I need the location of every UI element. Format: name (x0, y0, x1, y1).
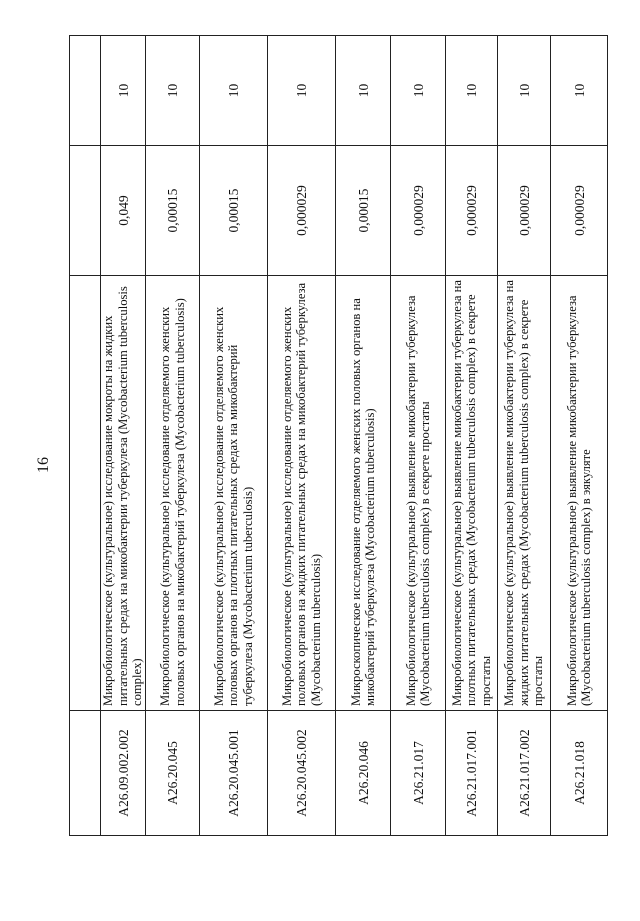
service-code: A26.20.045.001 (200, 711, 268, 836)
multiplicity-value: 10 (446, 36, 498, 146)
service-name: Микробиологическое (культуральное) выявление микобактерии туберкулеза (Mycobacterium tuberculosis complex) в секрете простаты (391, 276, 446, 711)
table-row (498, 36, 551, 836)
frequency-value: 0,000029 (446, 146, 498, 276)
table-row (391, 36, 446, 836)
table-row (336, 36, 391, 836)
table-row (551, 36, 608, 836)
table-row (200, 36, 268, 836)
service-name: Микробиологическое (культуральное) выявление микобактерии туберкулеза на плотных питательных средах (Mycobacterium tuberculosis complex) в секрете простаты (446, 276, 498, 711)
multiplicity-value: 10 (200, 36, 268, 146)
table-row (146, 36, 200, 836)
service-name: Микробиологическое (культуральное) исследование отделяемого женских половых органов на жидких питательных средах на микобактерий туберкулеза (Mycobacterium tuberculosis) (268, 276, 336, 711)
service-name: Микробиологическое (культуральное) выявление микобактерии туберкулеза (Mycobacterium tuberculosis complex) в эякуляте (551, 276, 608, 711)
frequency-value: 0,000029 (551, 146, 608, 276)
services-table-container (69, 36, 607, 836)
service-code: A26.21.017.001 (446, 711, 498, 836)
frequency-value: 0,049 (101, 146, 146, 276)
table-cell-empty (70, 146, 101, 276)
table-row (101, 36, 146, 836)
service-code: A26.20.046 (336, 711, 391, 836)
service-code: A26.20.045.002 (268, 711, 336, 836)
service-code: A26.21.017.002 (498, 711, 551, 836)
frequency-value: 0,00015 (200, 146, 268, 276)
table-row (446, 36, 498, 836)
multiplicity-value: 10 (551, 36, 608, 146)
multiplicity-value: 10 (268, 36, 336, 146)
multiplicity-value: 10 (391, 36, 446, 146)
table-row (268, 36, 336, 836)
frequency-value: 0,000029 (268, 146, 336, 276)
multiplicity-value: 10 (336, 36, 391, 146)
service-code: A26.21.018 (551, 711, 608, 836)
service-name: Микробиологическое (культуральное) исследование отделяемого женских половых органов на плотных питательных средах на микобактерий туберкулеза (Mycobacterium tuberculosis) (200, 276, 268, 711)
table-cell-empty (70, 711, 101, 836)
services-table (69, 35, 608, 836)
frequency-value: 0,000029 (391, 146, 446, 276)
service-name: Микробиологическое (культуральное) исследование мокроты на жидких питательных средах на микобактерии туберкулеза (Mycobacterium tuberculosis complex) (101, 276, 146, 711)
multiplicity-value: 10 (101, 36, 146, 146)
page-number: 16 (35, 457, 52, 473)
service-code: A26.21.017 (391, 711, 446, 836)
table-row-continuation (70, 36, 101, 836)
service-code: A26.20.045 (146, 711, 200, 836)
multiplicity-value: 10 (498, 36, 551, 146)
service-name: Микробиологическое (культуральное) исследование отделяемого женских половых органов на микобактерий туберкулеза (Mycobacterium tuberculosis) (146, 276, 200, 711)
table-cell-empty (70, 276, 101, 711)
table-cell-empty (70, 36, 101, 146)
service-name: Микробиологическое (культуральное) выявление микобактерии туберкулеза на жидких питательных средах (Mycobacterium tuberculosis complex) в секрете простаты (498, 276, 551, 711)
multiplicity-value: 10 (146, 36, 200, 146)
frequency-value: 0,000029 (498, 146, 551, 276)
frequency-value: 0,00015 (336, 146, 391, 276)
service-code: A26.09.002.002 (101, 711, 146, 836)
frequency-value: 0,00015 (146, 146, 200, 276)
service-name: Микроскопическое исследование отделяемого женских половых органов на микобактерий туберкулеза (Mycobacterium tuberculosis) (336, 276, 391, 711)
